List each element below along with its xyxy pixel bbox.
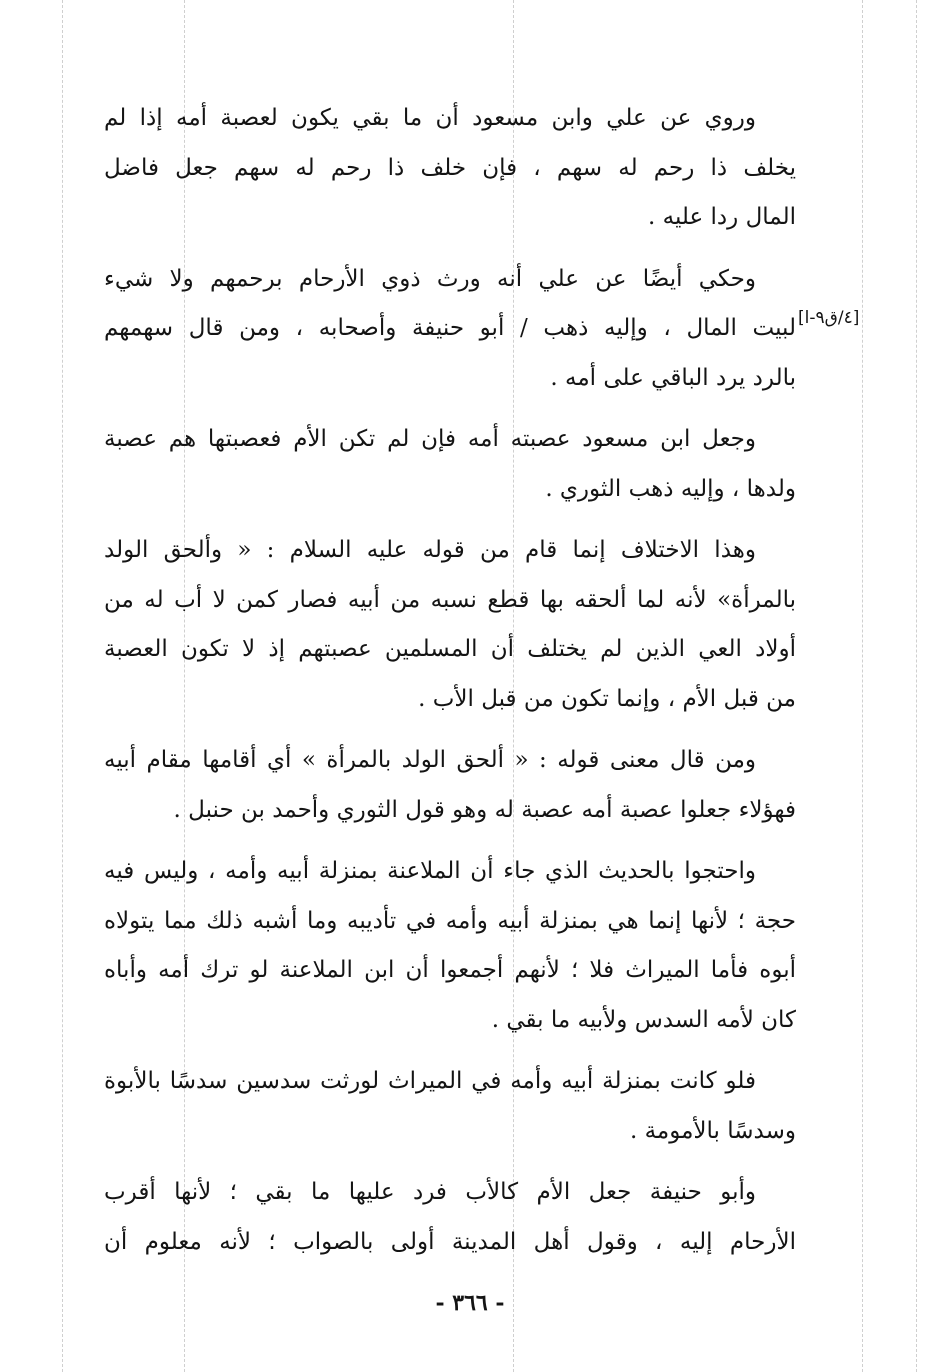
paragraph	[104, 94, 796, 243]
text-line: ولدها ، وإليه ذهب الثوري .	[545, 475, 796, 502]
scan-crease-line	[916, 0, 917, 1372]
text-line: فهؤلاء جعلوا عصبة أمه عصبة له وهو قول الثوري وأحمد بن حنبل .	[173, 796, 796, 823]
page-number: - ٣٦٦ -	[435, 1290, 505, 1316]
text-line: واحتجوا بالحديث الذي جاء أن الملاعنة بمنزلة أبيه وأمه ، وليس فيه	[104, 858, 756, 884]
scan-crease-line	[862, 0, 863, 1372]
text-line: الأرحام إليه ، وقول أهل المدينة أولى بالصواب ؛ لأنه معلوم أن	[104, 1228, 796, 1255]
paragraph	[104, 1057, 796, 1156]
text-line: المال ردا عليه .	[647, 204, 796, 230]
text-line: لبيت المال ، وإليه ذهب / أبو حنيفة وأصحابه ، ومن قال سهمهم	[104, 315, 796, 341]
text-line: وسدسًا بالأمومة .	[629, 1117, 796, 1144]
text-line: بالمرأة» لأنه لما ألحقه بها قطع نسبه من أبيه فصار كمن لا أب له من	[104, 586, 796, 613]
text-line: حجة ؛ لأنها إنما هي بمنزلة أبيه وأمه في تأديبه وما أشبه ذلك مما يتولاه	[104, 907, 796, 934]
text-line: من قبل الأم ، وإنما تكون من قبل الأب .	[418, 685, 796, 712]
text-line: بالرد يرد الباقي على أمه .	[550, 364, 796, 391]
paragraph	[104, 255, 796, 404]
manuscript-folio-reference: [٤/ق٩-ا]	[798, 308, 860, 328]
text-line: وأبو حنيفة جعل الأم كالأب فرد عليها ما بقي ؛ لأنها أقرب	[104, 1179, 756, 1205]
scan-crease-line	[62, 0, 63, 1372]
text-line: أبوه فأما الميراث فلا ؛ لأنهم أجمعوا أن ابن الملاعنة لو ترك أمه وأباه	[104, 957, 796, 983]
paragraph	[104, 736, 796, 835]
text-line: يخلف ذا رحم له سهم ، فإن خلف ذا رحم له سهم جعل فاضل	[104, 154, 796, 181]
text-line: وحكي أيضًا عن علي أنه ورث ذوي الأرحام برحمهم ولا شيء	[104, 265, 756, 292]
paragraph	[104, 1168, 796, 1267]
text-line: كان لأمه السدس ولأبيه ما بقي .	[491, 1006, 796, 1033]
text-line: ومن قال معنى قوله : « ألحق الولد بالمرأة » أي أقامها مقام أبيه	[104, 747, 756, 773]
text-line: وروي عن علي وابن مسعود أن ما بقي يكون لعصبة أمه إذا لم	[104, 105, 756, 131]
text-line: أولاد العي الذين لم يختلف أن المسلمين عصبتهم إذ لا تكون العصبة	[104, 636, 796, 662]
paragraph	[104, 847, 796, 1045]
page-body	[104, 94, 796, 1279]
text-line: فلو كانت بمنزلة أبيه وأمه في الميراث لورثت سدسين سدسًا بالأبوة	[104, 1068, 756, 1094]
text-line: وجعل ابن مسعود عصبته أمه فإن لم تكن الأم فعصبتها هم عصبة	[104, 426, 756, 452]
text-line: وهذا الاختلاف إنما قام من قوله عليه السلام : « وألحق الولد	[104, 537, 756, 563]
paragraph	[104, 415, 796, 514]
paragraph	[104, 526, 796, 724]
